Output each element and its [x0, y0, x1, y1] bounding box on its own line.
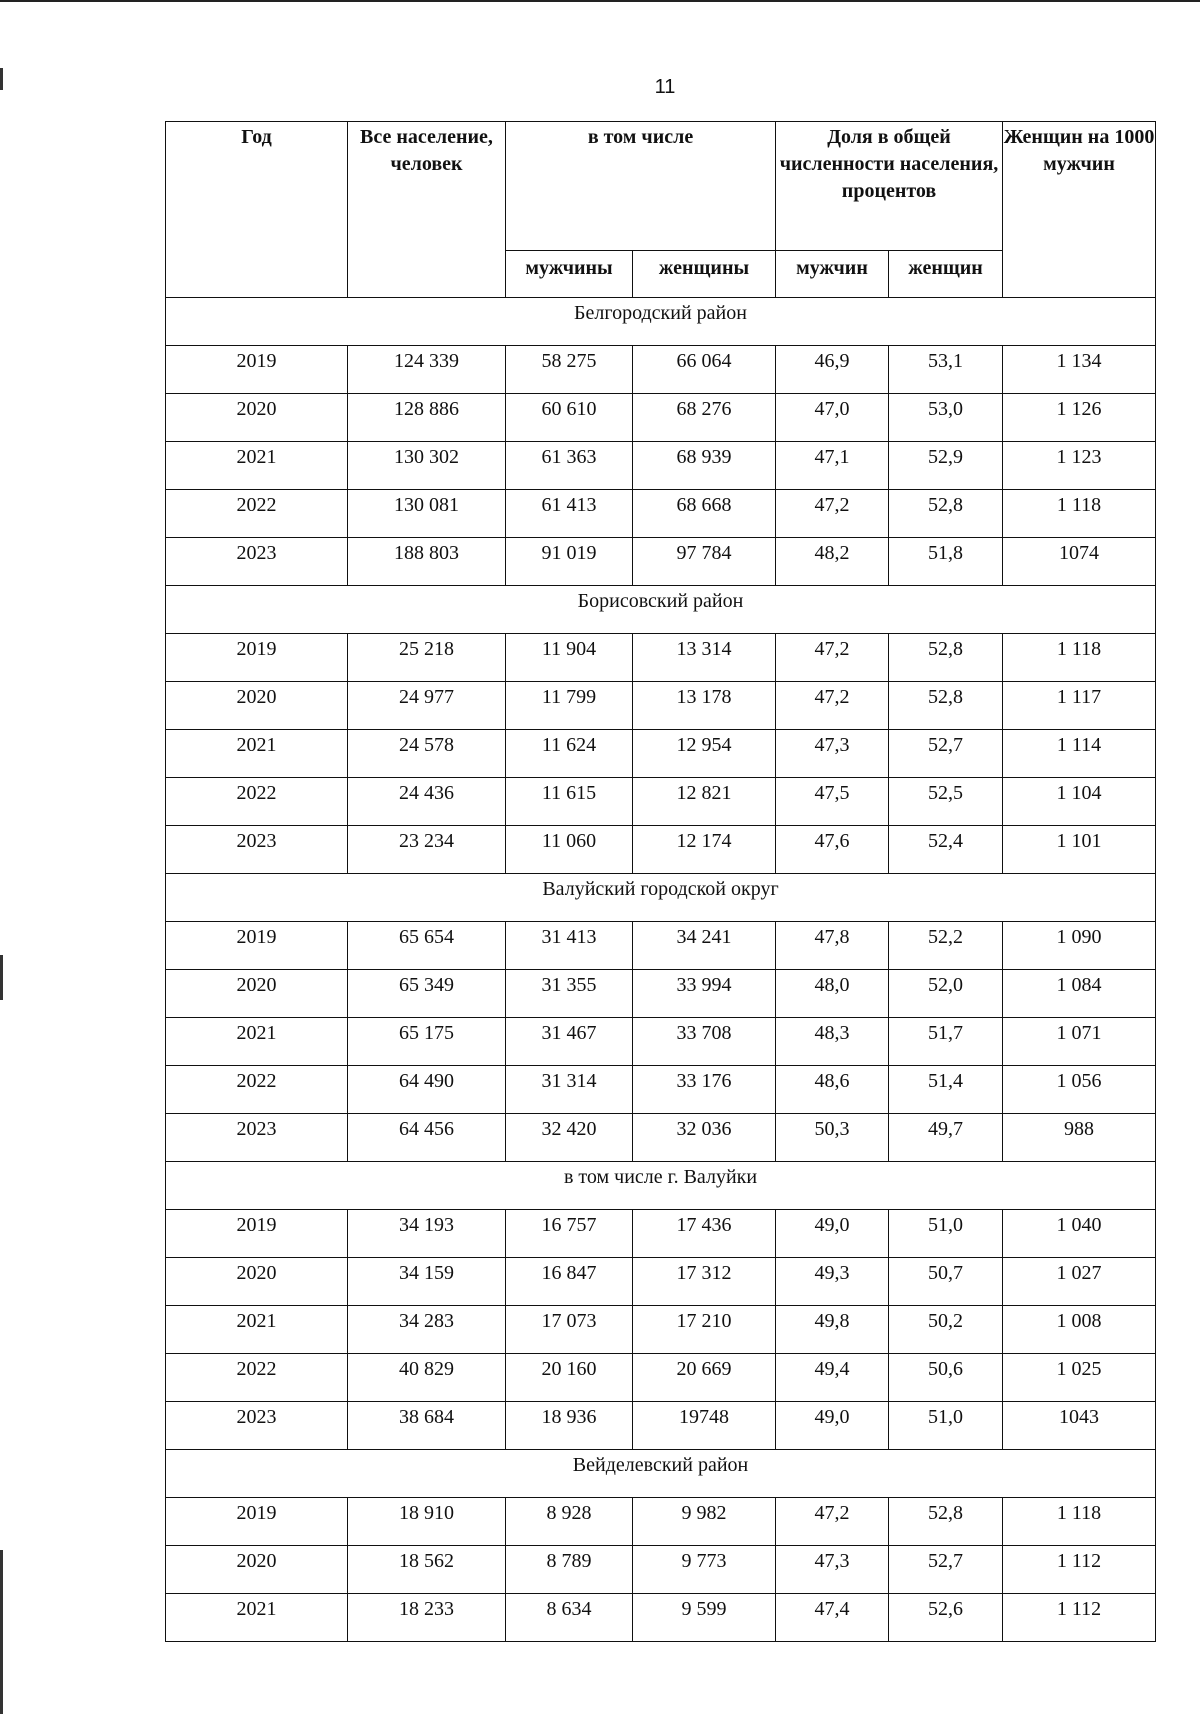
year-cell: 2020: [166, 970, 348, 1018]
year-cell: 2021: [166, 1594, 348, 1642]
women-share-cell: 52,4: [889, 826, 1003, 874]
women-cell: 13 178: [633, 682, 776, 730]
women-cell: 9 773: [633, 1546, 776, 1594]
ratio-cell: 1 104: [1003, 778, 1156, 826]
scan-edge-mark: [0, 1550, 3, 1714]
men-cell: 16 757: [506, 1210, 633, 1258]
men-cell: 32 420: [506, 1114, 633, 1162]
women-share-cell: 51,0: [889, 1210, 1003, 1258]
men-cell: 61 413: [506, 490, 633, 538]
section-title: Белгородский район: [166, 298, 1156, 346]
men-cell: 31 413: [506, 922, 633, 970]
table-row: [166, 970, 1156, 1018]
table-row: [166, 922, 1156, 970]
total-cell: 188 803: [348, 538, 506, 586]
men-share-cell: 48,3: [776, 1018, 889, 1066]
women-cell: 12 174: [633, 826, 776, 874]
year-cell: 2019: [166, 1210, 348, 1258]
men-share-cell: 49,3: [776, 1258, 889, 1306]
ratio-cell: 1074: [1003, 538, 1156, 586]
year-cell: 2020: [166, 682, 348, 730]
year-cell: 2021: [166, 442, 348, 490]
women-cell: 12 954: [633, 730, 776, 778]
ratio-cell: 1 117: [1003, 682, 1156, 730]
men-share-cell: 46,9: [776, 346, 889, 394]
table-row: [166, 1018, 1156, 1066]
women-cell: 68 668: [633, 490, 776, 538]
header-ratio: Женщин на 1000 мужчин: [1003, 122, 1156, 298]
table-row: [166, 1114, 1156, 1162]
ratio-cell: 1 118: [1003, 490, 1156, 538]
men-share-cell: 48,0: [776, 970, 889, 1018]
total-cell: 25 218: [348, 634, 506, 682]
men-cell: 8 928: [506, 1498, 633, 1546]
table-row: [166, 1210, 1156, 1258]
men-share-cell: 47,2: [776, 634, 889, 682]
ratio-cell: 1 112: [1003, 1546, 1156, 1594]
ratio-cell: 1 101: [1003, 826, 1156, 874]
table-row: [166, 1354, 1156, 1402]
women-cell: 68 276: [633, 394, 776, 442]
women-cell: 66 064: [633, 346, 776, 394]
women-share-cell: 50,7: [889, 1258, 1003, 1306]
total-cell: 24 977: [348, 682, 506, 730]
population-table: [165, 121, 1156, 1642]
women-cell: 32 036: [633, 1114, 776, 1162]
table-row: [166, 1402, 1156, 1450]
year-cell: 2021: [166, 730, 348, 778]
header-women-share: женщин: [889, 251, 1003, 298]
ratio-cell: 1 118: [1003, 634, 1156, 682]
men-share-cell: 49,0: [776, 1210, 889, 1258]
women-share-cell: 52,2: [889, 922, 1003, 970]
table-row: [166, 346, 1156, 394]
men-cell: 31 314: [506, 1066, 633, 1114]
table-row: [166, 1306, 1156, 1354]
table-row: [166, 1066, 1156, 1114]
total-cell: 38 684: [348, 1402, 506, 1450]
header-row: [166, 122, 1156, 251]
men-cell: 11 060: [506, 826, 633, 874]
men-cell: 8 634: [506, 1594, 633, 1642]
men-cell: 18 936: [506, 1402, 633, 1450]
women-cell: 68 939: [633, 442, 776, 490]
men-cell: 16 847: [506, 1258, 633, 1306]
women-cell: 9 982: [633, 1498, 776, 1546]
men-cell: 11 799: [506, 682, 633, 730]
table-row: [166, 490, 1156, 538]
year-cell: 2019: [166, 634, 348, 682]
men-cell: 11 624: [506, 730, 633, 778]
header-men: мужчины: [506, 251, 633, 298]
total-cell: 23 234: [348, 826, 506, 874]
women-cell: 17 436: [633, 1210, 776, 1258]
women-share-cell: 52,8: [889, 634, 1003, 682]
total-cell: 18 562: [348, 1546, 506, 1594]
table-row: [166, 1594, 1156, 1642]
ratio-cell: 1 027: [1003, 1258, 1156, 1306]
women-share-cell: 52,8: [889, 490, 1003, 538]
table-body: [166, 298, 1156, 1642]
section-header-row: [166, 874, 1156, 922]
section-title: в том числе г. Валуйки: [166, 1162, 1156, 1210]
table-row: [166, 826, 1156, 874]
table-row: [166, 394, 1156, 442]
header-men-share: мужчин: [776, 251, 889, 298]
ratio-cell: 1 090: [1003, 922, 1156, 970]
women-cell: 17 210: [633, 1306, 776, 1354]
table-row: [166, 1258, 1156, 1306]
year-cell: 2023: [166, 538, 348, 586]
section-header-row: [166, 1450, 1156, 1498]
women-share-cell: 52,8: [889, 682, 1003, 730]
total-cell: 40 829: [348, 1354, 506, 1402]
men-cell: 31 467: [506, 1018, 633, 1066]
section-title: Борисовский район: [166, 586, 1156, 634]
ratio-cell: 988: [1003, 1114, 1156, 1162]
total-cell: 34 193: [348, 1210, 506, 1258]
year-cell: 2022: [166, 1354, 348, 1402]
section-header-row: [166, 1162, 1156, 1210]
women-share-cell: 51,7: [889, 1018, 1003, 1066]
total-cell: 18 233: [348, 1594, 506, 1642]
men-share-cell: 47,6: [776, 826, 889, 874]
men-share-cell: 47,2: [776, 490, 889, 538]
women-share-cell: 51,0: [889, 1402, 1003, 1450]
men-share-cell: 48,6: [776, 1066, 889, 1114]
section-title: Валуйский городской округ: [166, 874, 1156, 922]
year-cell: 2020: [166, 1546, 348, 1594]
total-cell: 65 654: [348, 922, 506, 970]
women-cell: 17 312: [633, 1258, 776, 1306]
women-share-cell: 49,7: [889, 1114, 1003, 1162]
men-share-cell: 47,8: [776, 922, 889, 970]
men-cell: 31 355: [506, 970, 633, 1018]
total-cell: 24 436: [348, 778, 506, 826]
ratio-cell: 1 056: [1003, 1066, 1156, 1114]
table-row: [166, 778, 1156, 826]
ratio-cell: 1 025: [1003, 1354, 1156, 1402]
year-cell: 2020: [166, 394, 348, 442]
men-cell: 60 610: [506, 394, 633, 442]
header-women: женщины: [633, 251, 776, 298]
table-header: [166, 122, 1156, 298]
table-row: [166, 538, 1156, 586]
women-cell: 33 708: [633, 1018, 776, 1066]
men-share-cell: 47,0: [776, 394, 889, 442]
ratio-cell: 1 071: [1003, 1018, 1156, 1066]
women-share-cell: 50,6: [889, 1354, 1003, 1402]
men-cell: 11 615: [506, 778, 633, 826]
men-share-cell: 50,3: [776, 1114, 889, 1162]
men-share-cell: 47,1: [776, 442, 889, 490]
year-cell: 2023: [166, 826, 348, 874]
ratio-cell: 1 123: [1003, 442, 1156, 490]
total-cell: 130 302: [348, 442, 506, 490]
women-cell: 13 314: [633, 634, 776, 682]
ratio-cell: 1 126: [1003, 394, 1156, 442]
year-cell: 2019: [166, 1498, 348, 1546]
ratio-cell: 1 114: [1003, 730, 1156, 778]
women-share-cell: 52,5: [889, 778, 1003, 826]
ratio-cell: 1 040: [1003, 1210, 1156, 1258]
total-cell: 34 159: [348, 1258, 506, 1306]
header-year: Год: [166, 122, 348, 298]
total-cell: 128 886: [348, 394, 506, 442]
women-cell: 97 784: [633, 538, 776, 586]
women-cell: 33 176: [633, 1066, 776, 1114]
men-cell: 11 904: [506, 634, 633, 682]
total-cell: 130 081: [348, 490, 506, 538]
women-share-cell: 51,8: [889, 538, 1003, 586]
men-cell: 20 160: [506, 1354, 633, 1402]
men-cell: 91 019: [506, 538, 633, 586]
men-share-cell: 49,0: [776, 1402, 889, 1450]
section-title: Вейделевский район: [166, 1450, 1156, 1498]
total-cell: 65 349: [348, 970, 506, 1018]
page-number: 11: [654, 76, 676, 98]
header-share: Доля в общей численности населения, процентов: [776, 122, 1003, 251]
total-cell: 124 339: [348, 346, 506, 394]
men-share-cell: 47,2: [776, 682, 889, 730]
women-share-cell: 52,9: [889, 442, 1003, 490]
total-cell: 34 283: [348, 1306, 506, 1354]
year-cell: 2021: [166, 1306, 348, 1354]
women-cell: 19748: [633, 1402, 776, 1450]
men-share-cell: 47,4: [776, 1594, 889, 1642]
women-cell: 34 241: [633, 922, 776, 970]
table-row: [166, 442, 1156, 490]
total-cell: 64 456: [348, 1114, 506, 1162]
scan-edge-mark: [0, 955, 3, 1000]
women-share-cell: 52,0: [889, 970, 1003, 1018]
section-header-row: [166, 586, 1156, 634]
year-cell: 2021: [166, 1018, 348, 1066]
men-share-cell: 47,3: [776, 730, 889, 778]
ratio-cell: 1 008: [1003, 1306, 1156, 1354]
year-cell: 2022: [166, 1066, 348, 1114]
men-cell: 61 363: [506, 442, 633, 490]
total-cell: 65 175: [348, 1018, 506, 1066]
men-share-cell: 47,2: [776, 1498, 889, 1546]
women-cell: 20 669: [633, 1354, 776, 1402]
women-share-cell: 53,0: [889, 394, 1003, 442]
ratio-cell: 1 118: [1003, 1498, 1156, 1546]
total-cell: 18 910: [348, 1498, 506, 1546]
men-share-cell: 49,8: [776, 1306, 889, 1354]
women-share-cell: 52,7: [889, 730, 1003, 778]
section-header-row: [166, 298, 1156, 346]
ratio-cell: 1 134: [1003, 346, 1156, 394]
ratio-cell: 1 084: [1003, 970, 1156, 1018]
year-cell: 2019: [166, 346, 348, 394]
table-row: [166, 682, 1156, 730]
year-cell: 2020: [166, 1258, 348, 1306]
women-share-cell: 52,6: [889, 1594, 1003, 1642]
women-share-cell: 51,4: [889, 1066, 1003, 1114]
year-cell: 2022: [166, 490, 348, 538]
men-share-cell: 49,4: [776, 1354, 889, 1402]
men-cell: 8 789: [506, 1546, 633, 1594]
men-share-cell: 47,5: [776, 778, 889, 826]
ratio-cell: 1043: [1003, 1402, 1156, 1450]
table-row: [166, 1546, 1156, 1594]
total-cell: 64 490: [348, 1066, 506, 1114]
total-cell: 24 578: [348, 730, 506, 778]
women-cell: 9 599: [633, 1594, 776, 1642]
table-row: [166, 730, 1156, 778]
women-share-cell: 50,2: [889, 1306, 1003, 1354]
year-cell: 2023: [166, 1114, 348, 1162]
year-cell: 2023: [166, 1402, 348, 1450]
women-cell: 12 821: [633, 778, 776, 826]
women-share-cell: 53,1: [889, 346, 1003, 394]
women-cell: 33 994: [633, 970, 776, 1018]
women-share-cell: 52,8: [889, 1498, 1003, 1546]
year-cell: 2019: [166, 922, 348, 970]
men-cell: 17 073: [506, 1306, 633, 1354]
table-row: [166, 1498, 1156, 1546]
men-share-cell: 48,2: [776, 538, 889, 586]
header-total: Все население, человек: [348, 122, 506, 298]
year-cell: 2022: [166, 778, 348, 826]
scan-border-line: [0, 0, 1200, 2]
men-cell: 58 275: [506, 346, 633, 394]
men-share-cell: 47,3: [776, 1546, 889, 1594]
table-row: [166, 634, 1156, 682]
women-share-cell: 52,7: [889, 1546, 1003, 1594]
ratio-cell: 1 112: [1003, 1594, 1156, 1642]
header-including: в том числе: [506, 122, 776, 251]
